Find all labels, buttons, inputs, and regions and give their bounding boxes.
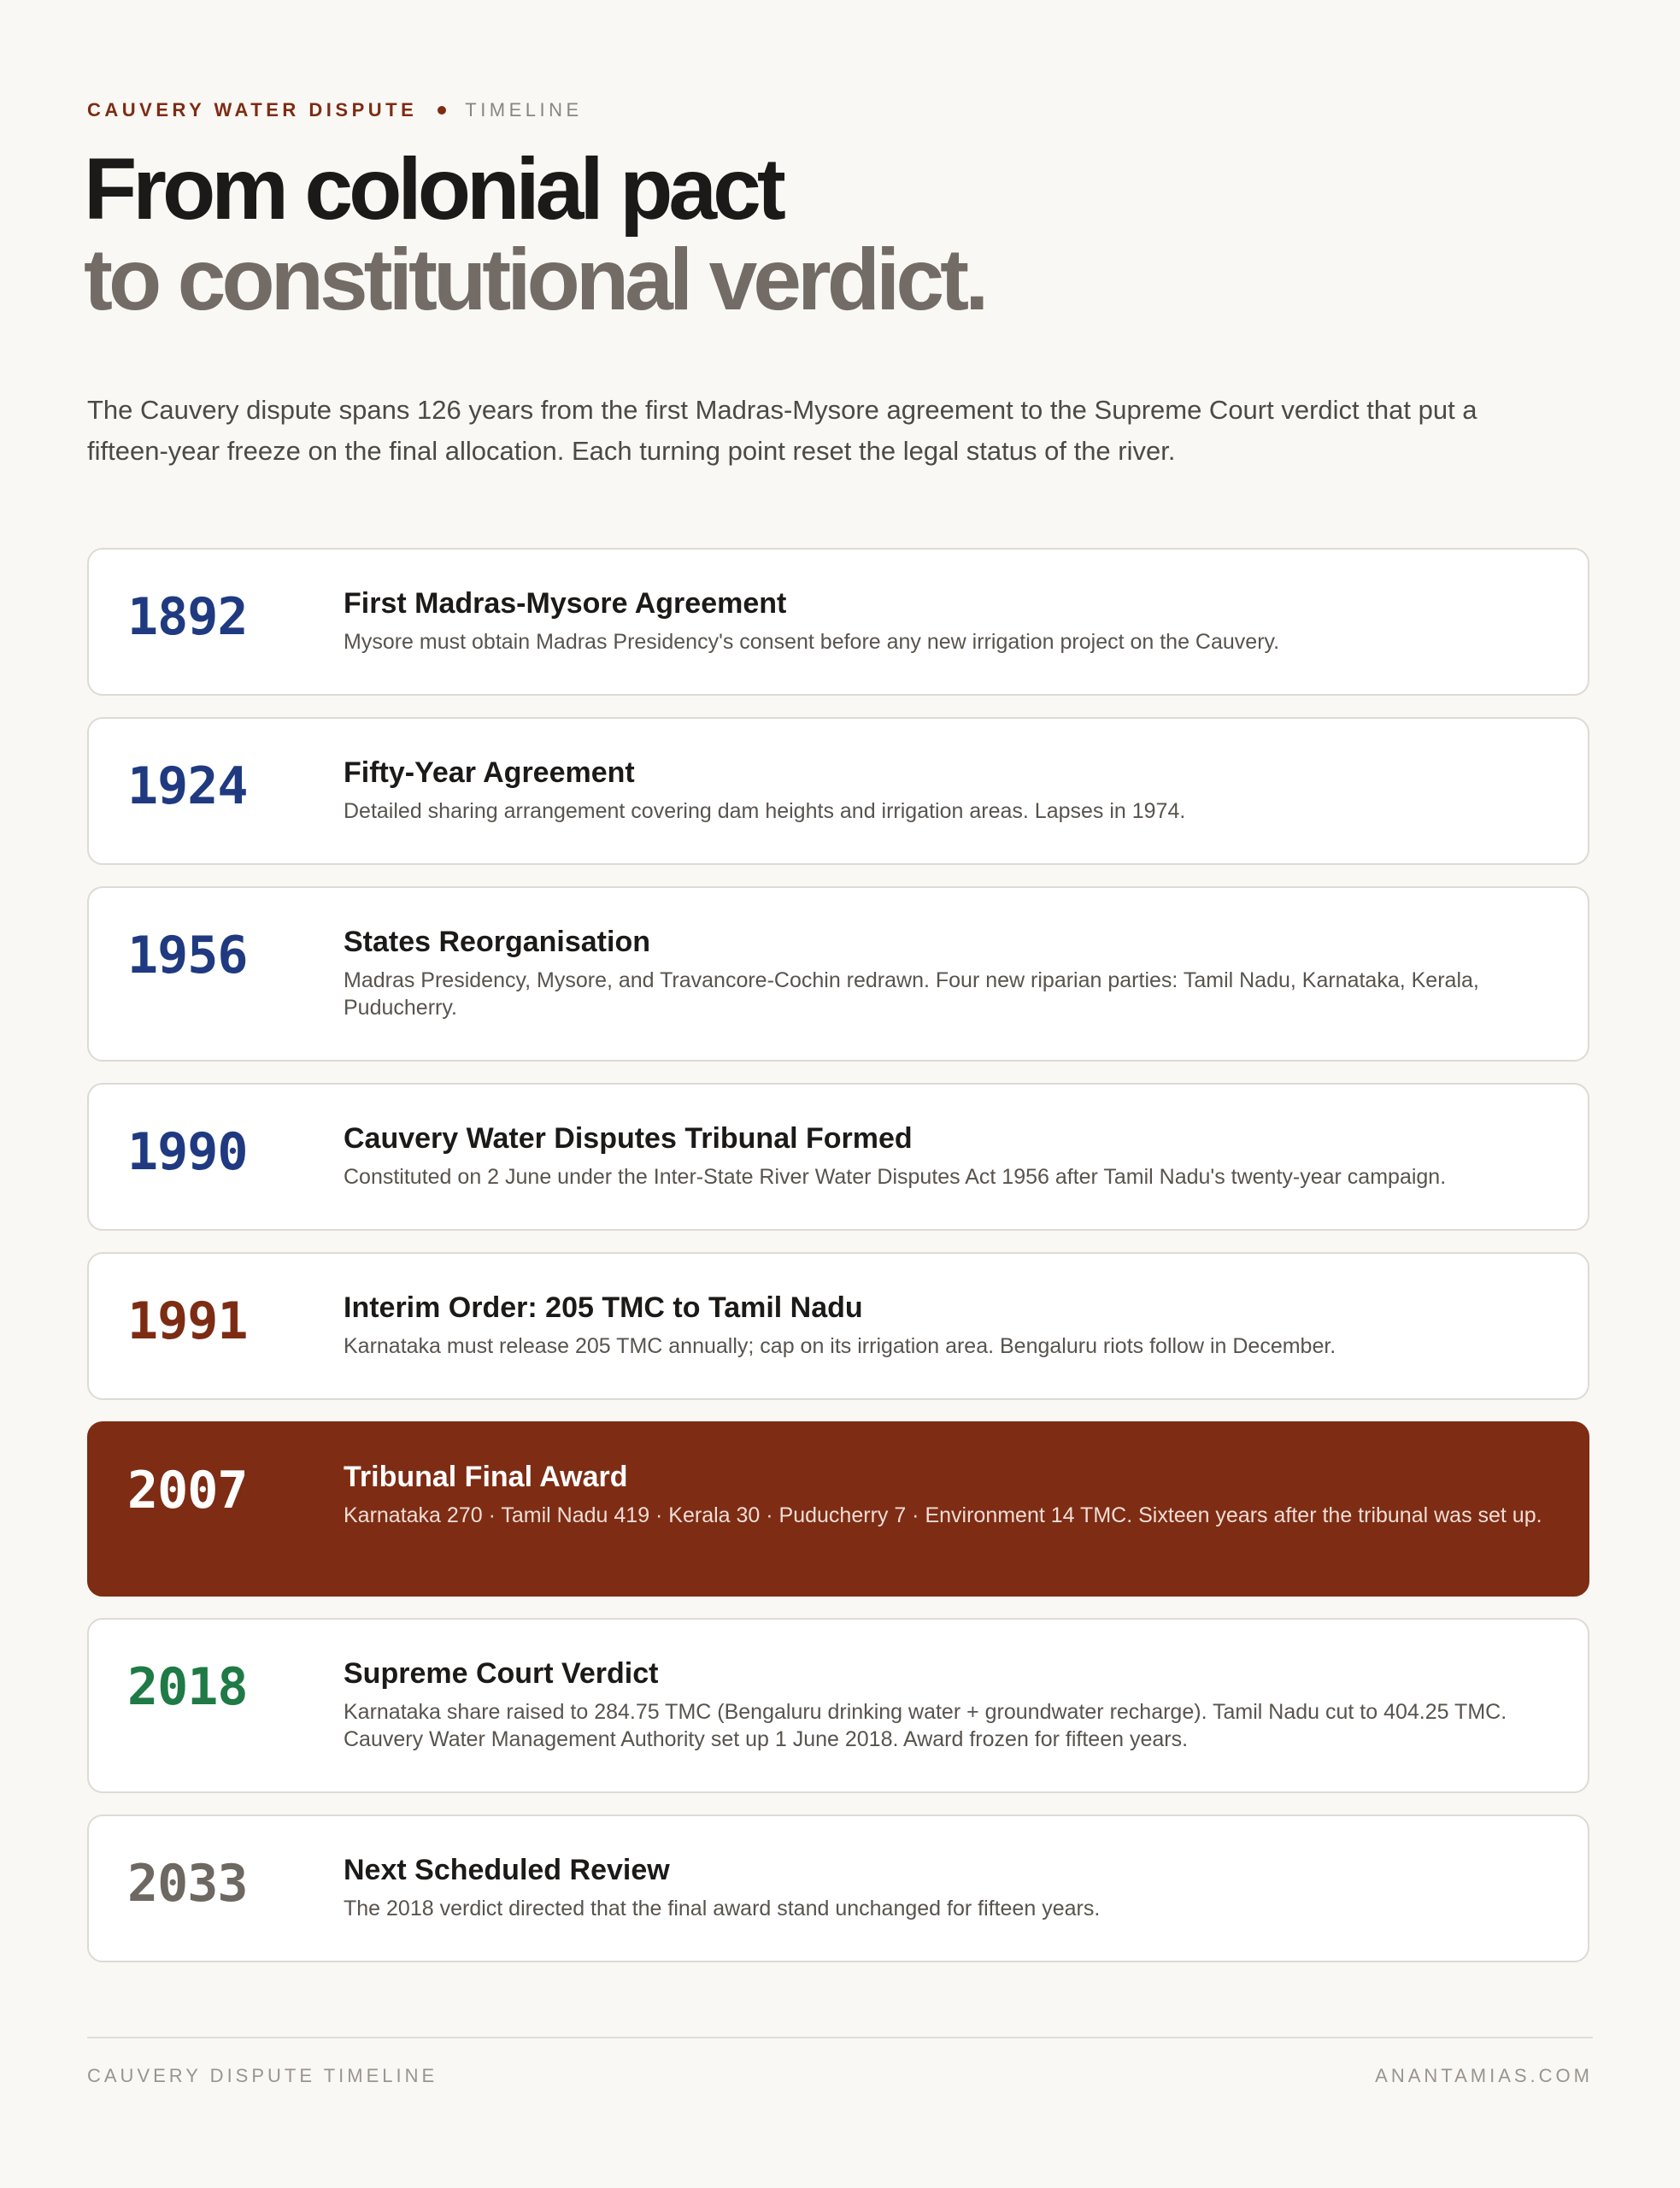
timeline-card-2033	[87, 1815, 1589, 1962]
timeline-card-1956	[87, 886, 1589, 1062]
event-description: Karnataka share raised to 284.75 TMC (Bengaluru drinking water + groundwater recharge). Tamil Nadu cut to 404.25 TMC. Cauvery Water Management Authority set up 1 June 2018. Award frozen for fifteen years.	[344, 1700, 1507, 1751]
event-description: Detailed sharing arrangement covering dam heights and irrigation areas. Lapses in 1974.	[344, 799, 1186, 823]
event-year: 2018	[127, 1657, 248, 1717]
event-title: Next Scheduled Review	[344, 1854, 670, 1886]
timeline-card-2018	[87, 1618, 1589, 1793]
event-year: 1924	[127, 756, 248, 816]
event-title: Fifty-Year Agreement	[344, 756, 635, 789]
event-year: 1991	[127, 1291, 248, 1351]
title-line-2: to constitutional verdict.	[84, 231, 985, 328]
timeline-card-2007	[87, 1421, 1589, 1597]
intro-paragraph: The Cauvery dispute spans 126 years from the first Madras-Mysore agreement to the Supreme Court verdict that put a fifteen-year freeze on the final allocation. Each turning point reset the legal status of the river.	[87, 395, 1477, 466]
timeline-card-1990	[87, 1083, 1589, 1231]
timeline-card-1991	[87, 1252, 1589, 1400]
event-description: Karnataka must release 205 TMC annually; cap on its irrigation area. Bengaluru riots follow in December.	[344, 1334, 1336, 1358]
footer-label: CAUVERY DISPUTE TIMELINE	[87, 2065, 438, 2086]
bullet-dot-icon	[438, 106, 446, 115]
event-title: States Reorganisation	[344, 926, 650, 958]
eyebrow	[87, 99, 583, 121]
timeline-card-1892	[87, 548, 1589, 696]
event-description: Constituted on 2 June under the Inter-State River Water Disputes Act 1956 after Tamil Nadu's twenty-year campaign.	[344, 1165, 1447, 1189]
footer-site-link[interactable]: ANANTAMIAS.COM	[1375, 2065, 1593, 2086]
event-year: 1892	[127, 587, 248, 647]
footer-divider	[87, 2037, 1593, 2038]
event-title: Tribunal Final Award	[344, 1461, 628, 1493]
event-title: Interim Order: 205 TMC to Tamil Nadu	[344, 1291, 863, 1324]
event-year: 1990	[127, 1122, 248, 1182]
eyebrow-section: TIMELINE	[465, 99, 583, 121]
event-title: Cauvery Water Disputes Tribunal Formed	[344, 1122, 913, 1155]
event-description: Karnataka 270 · Tamil Nadu 419 · Kerala 30 · Puducherry 7 · Environment 14 TMC. Sixteen years after the tribunal was set up.	[344, 1503, 1542, 1527]
event-description: Mysore must obtain Madras Presidency's consent before any new irrigation project on the Cauvery.	[344, 630, 1280, 654]
event-title: Supreme Court Verdict	[344, 1657, 659, 1690]
event-year: 2007	[127, 1461, 248, 1520]
event-year: 2033	[127, 1854, 248, 1914]
page-title	[84, 140, 985, 328]
event-description: The 2018 verdict directed that the final award stand unchanged for fifteen years.	[344, 1897, 1101, 1920]
event-title: First Madras-Mysore Agreement	[344, 587, 787, 620]
eyebrow-topic: CAUVERY WATER DISPUTE	[87, 99, 418, 121]
event-description: Madras Presidency, Mysore, and Travancore-Cochin redrawn. Four new riparian parties: Tamil Nadu, Karnataka, Kerala, Puducherry.	[344, 968, 1479, 1020]
timeline-card-1924	[87, 717, 1589, 865]
title-line-1: From colonial pact	[84, 140, 782, 238]
event-year: 1956	[127, 926, 248, 985]
